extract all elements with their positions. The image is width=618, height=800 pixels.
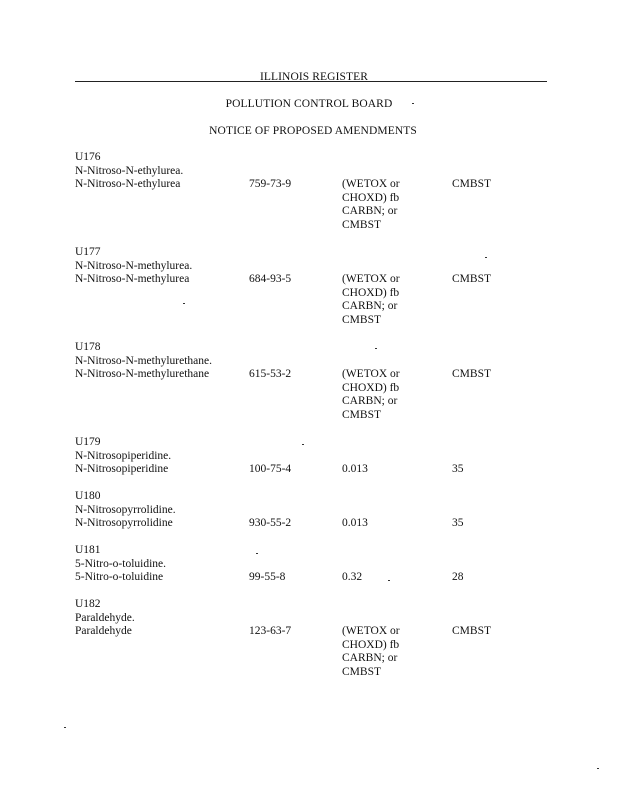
waste-code: U179	[75, 436, 101, 448]
constituent-name: N-Nitrosopiperidine	[75, 463, 169, 475]
nonwastewater-standard: CMBST	[452, 273, 491, 285]
scan-speck	[183, 303, 185, 304]
waste-entry	[75, 340, 555, 421]
waste-code: U180	[75, 490, 101, 502]
waste-description: N-Nitroso-N-ethylurea.	[75, 164, 184, 177]
nonwastewater-standard: 28	[452, 571, 464, 583]
waste-description: Paraldehyde.	[75, 611, 135, 624]
wastewater-standard	[342, 367, 400, 421]
scan-speck	[412, 103, 414, 104]
nonwastewater-standard: CMBST	[452, 625, 491, 637]
constituent-name: N-Nitrosopyrrolidine	[75, 517, 173, 529]
wastewater-standard	[342, 177, 400, 231]
standard-line: 0.32	[342, 571, 363, 583]
waste-entry	[75, 543, 555, 583]
nonwastewater-standard: CMBST	[452, 368, 491, 380]
wastewater-standard	[342, 462, 368, 476]
standard-line: (WETOX or	[342, 178, 400, 190]
waste-description: N-Nitroso-N-methylurethane.	[75, 354, 213, 367]
scan-speck	[485, 257, 487, 258]
waste-entry	[75, 150, 555, 231]
header-rule	[75, 81, 547, 82]
waste-entry	[75, 245, 555, 326]
nonwastewater-standard: 35	[452, 517, 464, 529]
cas-number: 759-73-9	[249, 178, 292, 190]
waste-code: U182	[75, 598, 101, 610]
waste-code: U177	[75, 246, 101, 258]
constituent-name: N-Nitroso-N-ethylurea	[75, 178, 181, 190]
standard-line: CMBST	[342, 313, 381, 326]
waste-entry	[75, 489, 555, 529]
standard-line: 0.013	[342, 517, 368, 529]
standard-line: CARBN; or	[342, 300, 398, 312]
standard-line: CHOXD) fb	[342, 191, 400, 204]
waste-description: N-Nitrosopiperidine.	[75, 449, 172, 462]
wastewater-standard	[342, 272, 400, 326]
standard-line: CHOXD) fb	[342, 381, 400, 394]
scan-speck	[64, 727, 66, 728]
constituent-name: N-Nitroso-N-methylurethane	[75, 368, 210, 380]
standard-line: CMBST	[342, 408, 381, 421]
waste-entry	[75, 435, 555, 475]
standard-line: CHOXD) fb	[342, 286, 400, 299]
waste-entry	[75, 597, 555, 678]
waste-description: N-Nitroso-N-methylurea.	[75, 259, 193, 272]
waste-code: U178	[75, 341, 101, 353]
notice-title: NOTICE OF PROPOSED AMENDMENTS	[209, 125, 417, 137]
scan-speck	[302, 444, 304, 445]
standard-line: (WETOX or	[342, 625, 400, 637]
cas-number: 99-55-8	[249, 571, 286, 583]
cas-number: 930-55-2	[249, 517, 292, 529]
scan-speck	[388, 580, 390, 581]
waste-description: 5-Nitro-o-toluidine.	[75, 557, 167, 570]
standard-line: (WETOX or	[342, 368, 400, 380]
standard-line: CARBN; or	[342, 395, 398, 407]
waste-code: U176	[75, 151, 101, 163]
board-title: POLLUTION CONTROL BOARD	[225, 98, 393, 110]
constituent-name: 5-Nitro-o-toluidine	[75, 571, 164, 583]
nonwastewater-standard: CMBST	[452, 178, 491, 190]
standard-line: CARBN; or	[342, 205, 398, 217]
cas-number: 615-53-2	[249, 368, 292, 380]
register-title: ILLINOIS REGISTER	[259, 71, 369, 83]
standard-line: CHOXD) fb	[342, 638, 400, 651]
wastewater-standard	[342, 516, 368, 530]
standard-line: (WETOX or	[342, 273, 400, 285]
scan-speck	[375, 348, 377, 349]
wastewater-standard	[342, 624, 400, 678]
standard-line: 0.013	[342, 463, 368, 475]
waste-code: U181	[75, 544, 101, 556]
constituent-name: Paraldehyde	[75, 625, 132, 637]
scan-speck	[256, 553, 258, 554]
standard-line: CARBN; or	[342, 652, 398, 664]
cas-number: 684-93-5	[249, 273, 292, 285]
nonwastewater-standard: 35	[452, 463, 464, 475]
cas-number: 100-75-4	[249, 463, 292, 475]
waste-description: N-Nitrosopyrrolidine.	[75, 503, 176, 516]
scan-speck	[597, 768, 599, 769]
cas-number: 123-63-7	[249, 625, 292, 637]
standard-line: CMBST	[342, 218, 381, 231]
standard-line: CMBST	[342, 665, 381, 678]
constituent-name: N-Nitroso-N-methylurea	[75, 273, 190, 285]
wastewater-standard	[342, 570, 362, 584]
